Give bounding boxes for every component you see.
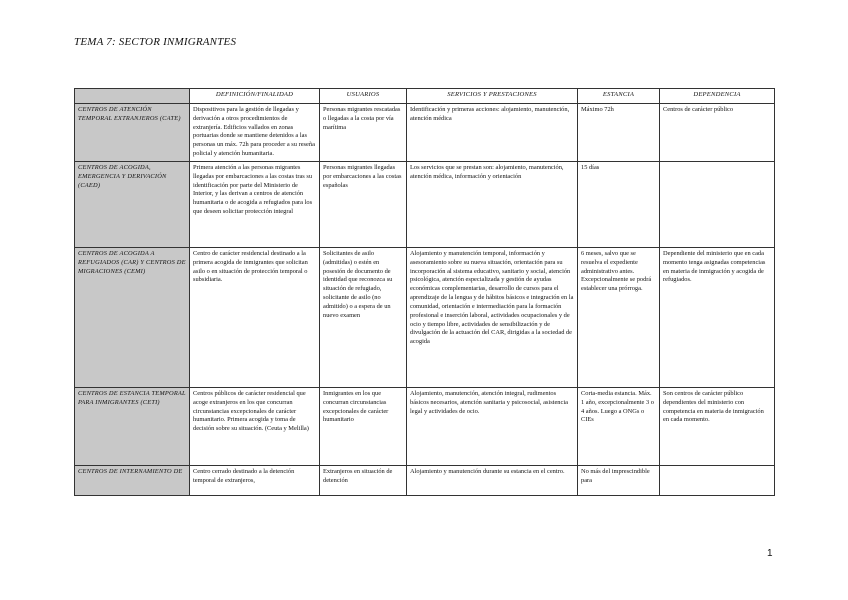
row-servicios: Alojamiento y manutención durante su estancia en el centro.: [407, 465, 578, 495]
row-servicios: Alojamiento y manutención temporal, información y asesoramiento sobre su nueva situación, orientación para su incorporación al sistema educativo, sanitario y social, atención psicológica, atención especializada y gestión de ayudas económicas complementarias, desarrollo de cursos para el aprendizaje de la lengua y de hábitos básicos e integración en la comunidad, orientación e intermediación para la formación profesional e inserción laboral, actividades ocupacionales y de ocio y tiempo libre, actividades de sensibilización y de divulgación de la actuación del CAR, dirigidas a la sociedad de acogida: [407, 247, 578, 387]
document-title: TEMA 7: SECTOR INMIGRANTES: [74, 36, 237, 48]
row-center-name: CENTROS DE ACOGIDA, EMERGENCIA Y DERIVACIÓN (CAED): [75, 161, 190, 247]
row-dependencia: Dependiente del ministerio que en cada momento tenga asignadas competencias en materia de inmigración y acogida de refugiados.: [660, 247, 775, 387]
row-usuarios: Inmigrantes en los que concurran circunstancias excepcionales de carácter humanitario: [320, 387, 407, 465]
row-definicion: Dispositivos para la gestión de llegadas y derivación a otros procedimientos de extranjería. Edificios vallados en zonas portuarias donde se mantiene detenidos a las personas un máx. 72h para proceder a su reseña policial y atención humanitaria.: [190, 104, 320, 162]
comparison-table: [74, 88, 775, 496]
row-servicios: Alojamiento, manutención, atención integral, rudimentos básicos necesarios, atención sanitaria y psicosocial, asistencia legal y actividades de ocio.: [407, 387, 578, 465]
header-dependencia: DEPENDENCIA: [660, 89, 775, 104]
table-row: [75, 247, 775, 387]
row-definicion: Centros públicos de carácter residencial que acoge extranjeros en los que concurran circunstancias excepcionales de carácter humanitario. Primera acogida y toma de decisión sobre su situación. (Ceuta y Melilla): [190, 387, 320, 465]
row-dependencia: [660, 465, 775, 495]
row-servicios: Identificación y primeras acciones: alojamiento, manutención, atención médica: [407, 104, 578, 162]
row-usuarios: Personas migrantes rescatadas o llegadas a la costa por vía marítima: [320, 104, 407, 162]
table-row: [75, 465, 775, 495]
row-dependencia: Son centros de carácter público dependientes del ministerio con competencia en materia de inmigración en cada momento.: [660, 387, 775, 465]
header-corner-cell: [75, 89, 190, 104]
row-estancia: Corta-media estancia. Máx. 1 año, excepcionalmente 3 o 4 años. Luego a ONGs o CIEs: [578, 387, 660, 465]
row-usuarios: Personas migrantes llegadas por embarcaciones a las costas españolas: [320, 161, 407, 247]
row-usuarios: Extranjeros en situación de detención: [320, 465, 407, 495]
row-definicion: Centro de carácter residencial destinado a la primera acogida de inmigrantes que solicitan asilo o en situación de protección temporal o subsidiaria.: [190, 247, 320, 387]
page-number: 1: [767, 548, 773, 559]
table-header-row: [75, 89, 775, 104]
row-dependencia: [660, 161, 775, 247]
header-usuarios: USUARIOS: [320, 89, 407, 104]
header-definicion: DEFINICIÓN/FINALIDAD: [190, 89, 320, 104]
row-estancia: No más del imprescindible para: [578, 465, 660, 495]
header-servicios: SERVICIOS Y PRESTACIONES: [407, 89, 578, 104]
row-definicion: Centro cerrado destinado a la detención temporal de extranjeros,: [190, 465, 320, 495]
table-row: [75, 104, 775, 162]
header-estancia: ESTANCIA: [578, 89, 660, 104]
table-row: [75, 161, 775, 247]
row-servicios: Los servicios que se prestan son: alojamiento, manutención, atención médica, información y orientación: [407, 161, 578, 247]
row-center-name: CENTROS DE INTERNAMIENTO DE: [75, 465, 190, 495]
row-center-name: CENTROS DE ACOGIDA A REFUGIADOS (CAR) Y CENTROS DE MIGRACIONES (CEMI): [75, 247, 190, 387]
row-center-name: CENTROS DE ESTANCIA TEMPORAL PARA INMIGRANTES (CETI): [75, 387, 190, 465]
row-definicion: Primera atención a las personas migrantes llegadas por embarcaciones a las costas tras su identificación por parte del Ministerio de Interior, y las derivan a centros de atención humanitaria o de acogida a refugiados para los que deseen solicitar protección integral: [190, 161, 320, 247]
row-estancia: 6 meses, salvo que se resuelva el expediente administrativo antes. Excepcionalmente se podrá establecer una prórroga.: [578, 247, 660, 387]
row-usuarios: Solicitantes de asilo (admitidas) o estén en posesión de documento de identidad que reconozca su situación de refugiado, solicitante de asilo (no admitido) o a espera de un nuevo examen: [320, 247, 407, 387]
table-row: [75, 387, 775, 465]
row-dependencia: Centros de carácter público: [660, 104, 775, 162]
row-estancia: 15 días: [578, 161, 660, 247]
row-center-name: CENTROS DE ATENCIÓN TEMPORAL EXTRANJEROS (CATE): [75, 104, 190, 162]
row-estancia: Máximo 72h: [578, 104, 660, 162]
